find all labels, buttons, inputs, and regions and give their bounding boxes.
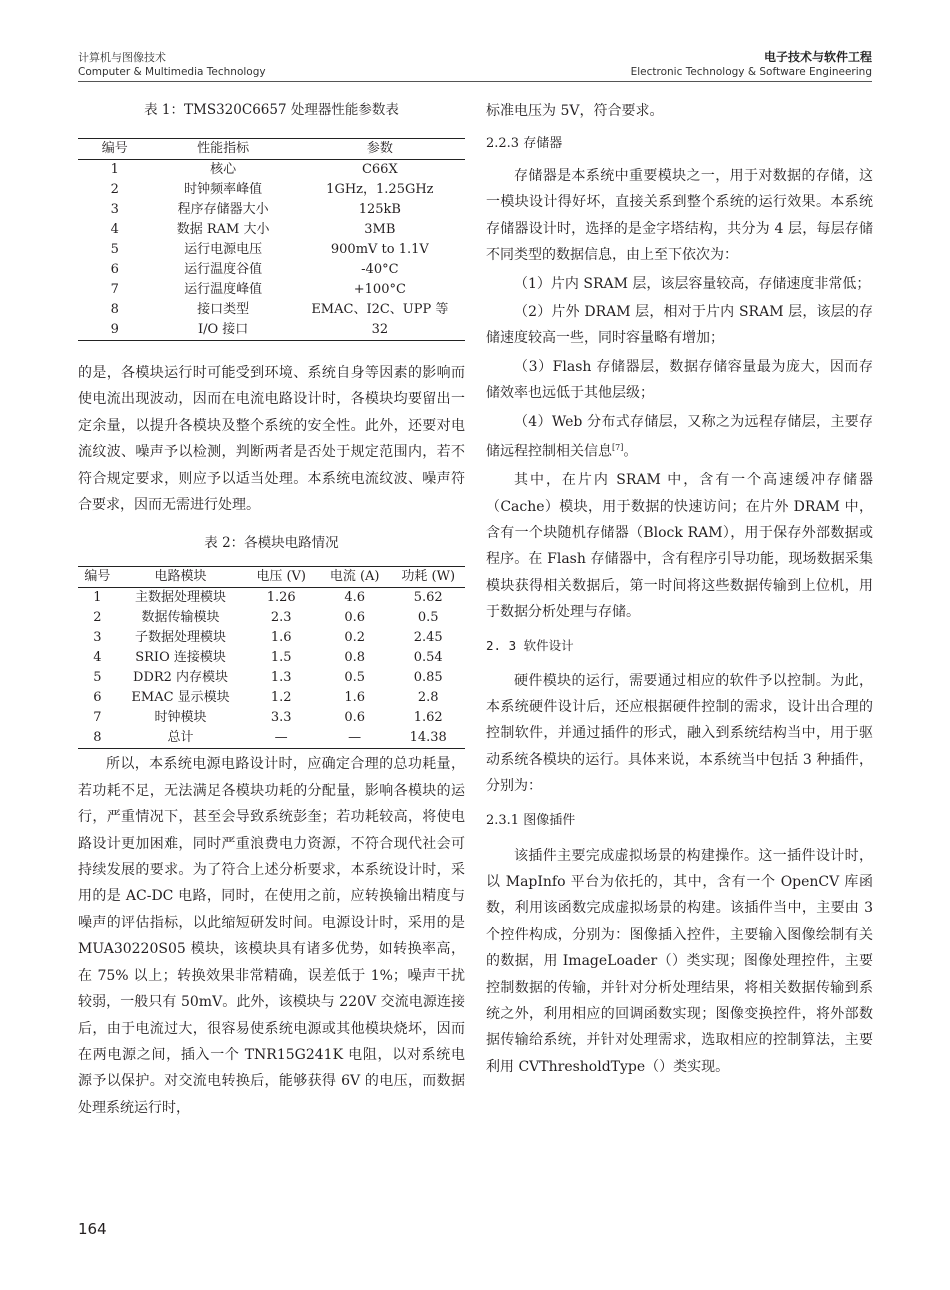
table-cell: 4 — [93, 650, 102, 666]
table2-caption: 表 2：各模块电路情况 — [204, 535, 339, 552]
section-name-cn: 计算机与图像技术 — [78, 51, 166, 64]
table-cell: 0.5 — [344, 670, 366, 686]
table-row — [78, 280, 465, 300]
table-row — [78, 608, 465, 628]
right-column — [486, 100, 873, 1080]
table-cell: 运行电源电压 — [184, 242, 263, 257]
table1-header-cell: 参数 — [366, 141, 393, 156]
body-paragraph: 硬件模块的运行，需要通过相应的软件予以控制。为此，本系统硬件设计后，还应根据硬件控制的需求，设计出合理的控制软件，并通过插件的形式，融入到系统结构当中，用于驱动系统各模块的运行。具体来说，本系统当中包括 3 种插件，分别为： — [486, 672, 873, 795]
table-cell: 2 — [93, 610, 102, 626]
table-row — [78, 588, 465, 609]
table-cell: 9 — [110, 322, 119, 337]
table-cell: 运行温度峰值 — [184, 282, 263, 297]
table-row — [78, 648, 465, 668]
table-cell: 1.6 — [344, 690, 366, 706]
table-cell: 子数据处理模块 — [135, 630, 227, 646]
table-row — [78, 300, 465, 320]
table-row — [78, 260, 465, 280]
table-cell: 900mV to 1.1V — [330, 242, 429, 257]
list-item — [486, 409, 873, 465]
table-cell: 0.8 — [344, 650, 366, 666]
table2 — [78, 566, 465, 749]
table-cell: 时钟模块 — [154, 710, 207, 726]
table-cell: DDR2 内存模块 — [133, 670, 229, 686]
table-cell: 接口类型 — [197, 302, 250, 317]
left-column — [78, 100, 465, 1121]
table-cell: 7 — [110, 282, 119, 297]
table-cell: 1.2 — [270, 690, 292, 706]
page-number: 164 — [78, 1220, 107, 1238]
table-cell: 数据传输模块 — [141, 610, 220, 626]
table-cell: 14.38 — [409, 730, 447, 746]
table-cell: 5.62 — [413, 590, 443, 606]
table1-header-row — [78, 139, 465, 160]
body-paragraph: 该插件主要完成虚拟场景的构建操作。这一插件设计时，以 MapInfo 平台为依托的，其中，含有一个 OpenCV 库函数，利用该函数完成虚拟场景的构建。该插件当中，主要由 3 个控件构成，分别为：图像插入控件，主要输入图像绘制有关的数据，用 ImageLoader（）类实现；图像处理控件，主要控制数据的传输，并针对分析处理结果，将相关数据传输到系统之外，利用相应的回调函数实现；图像变换控件，将外部数据传输给系统，并针对处理需求，选取相应的控制算法，主要利用 CVThresholdType（）类实现。 — [486, 847, 873, 1075]
table-cell: 8 — [93, 730, 102, 746]
list-item-text: （4）Web 分布式存储层，又称之为远程存储层，主要存储远程控制相关信息 — [486, 413, 873, 460]
body-paragraph: 标准电压为 5V，符合要求。 — [486, 103, 664, 119]
table-cell: +100°C — [353, 282, 406, 297]
table-cell: EMAC 显示模块 — [131, 690, 230, 706]
table-cell: 7 — [93, 710, 102, 726]
table-cell: 总计 — [167, 730, 194, 746]
journal-header-right — [631, 50, 872, 79]
table-cell: 1.26 — [266, 590, 296, 606]
table-cell: 主数据处理模块 — [135, 590, 227, 606]
table-row — [78, 200, 465, 220]
table1 — [78, 138, 465, 341]
table-cell: 时钟频率峰值 — [184, 182, 263, 197]
table-cell: 运行温度谷值 — [184, 262, 263, 277]
journal-name-cn: 电子技术与软件工程 — [763, 50, 872, 64]
table2-header-cell: 编号 — [84, 569, 111, 585]
table-cell: 8 — [110, 302, 119, 317]
table-cell: 6 — [110, 262, 119, 277]
table-row — [78, 668, 465, 688]
citation-ref: [7] — [612, 443, 624, 453]
table-row — [78, 220, 465, 240]
table-cell: 2.8 — [417, 690, 439, 706]
table-cell: — — [348, 730, 362, 746]
table-cell: 0.6 — [344, 610, 366, 626]
table-cell: SRIO 连接模块 — [135, 650, 226, 666]
section-name-en: Computer & Multimedia Technology — [78, 66, 266, 78]
list-item-end: 。 — [623, 443, 638, 460]
table-cell: 1 — [110, 162, 119, 177]
table-cell: 0.5 — [417, 610, 439, 626]
table-cell: 3MB — [364, 222, 396, 237]
table-cell: 3 — [93, 630, 102, 646]
list-item: （3）Flash 存储器层，数据存储容量最为庞大，因而存储效率也远低于其他层级； — [486, 358, 873, 402]
table2-header-cell: 电流 (A) — [329, 569, 380, 585]
table-cell: 1.5 — [270, 650, 292, 666]
table1-header-cell: 编号 — [101, 141, 128, 156]
table1-header-cell: 性能指标 — [197, 141, 250, 156]
table-cell: 4.6 — [344, 590, 366, 606]
body-paragraph: 所以，本系统电源电路设计时，应确定合理的总功耗量，若功耗不足，无法满足各模块功耗的分配量，影响各模块的运行，严重情况下，甚至会导致系统彭奎；若功耗较高，将使电路设计更加困难，同时严重浪费电力资源，不符合现代社会可持续发展的要求。为了符合上述分析要求，本系统设计时，采用的是 AC-DC 电路，同时，在使用之前，应转换输出精度与噪声的评估指标，以此缩短研发时间。电源设计时，采用的是 MUA30220S05 模块，该模块具有诸多优势，如转换率高，在 75% 以上；转换效果非常精确，误差低于 1%；噪声干扰较弱，一般只有 50mV。此外，该模块与 220V 交流电源连接后，由于电流过大，很容易使系统电源或其他模块烧坏，因而在两电源之间，插入一个 TNR15G241K 电阻，以对系统电源予以保护。对交流电转换后，能够获得 6V 的电压，而数据处理系统运行时， — [78, 756, 465, 1116]
table-cell: 1.3 — [270, 670, 292, 686]
table-cell: I/O 接口 — [197, 322, 249, 337]
body-paragraph: 其中，在片内 SRAM 中，含有一个高速缓冲存储器（Cache）模块，用于数据的快速访问；在片外 DRAM 中，含有一个块随机存储器（Block RAM），用于保存外部数据或程序。在 Flash 存储器中，含有程序引导功能，现场数据采集模块获得相关数据后，第一时间将这些数据传输到上位机，用于数据分析处理与存储。 — [486, 472, 873, 621]
table2-header-cell: 电压 (V) — [256, 569, 306, 585]
table-cell: 125kB — [358, 202, 401, 217]
table-cell: C66X — [361, 162, 398, 177]
table-cell: 数据 RAM 大小 — [176, 222, 270, 237]
table1-caption: 表 1：TMS320C6657 处理器性能参数表 — [144, 102, 399, 118]
table-cell: — — [274, 730, 288, 746]
journal-header-left — [78, 50, 266, 79]
header-rule — [78, 81, 872, 82]
table-row — [78, 240, 465, 260]
table-row — [78, 708, 465, 728]
table-row — [78, 160, 465, 181]
table-cell: 32 — [371, 322, 389, 337]
table-cell: 2 — [110, 182, 119, 197]
table-cell: 程序存储器大小 — [177, 202, 269, 217]
table-row — [78, 688, 465, 708]
list-item: （2）片外 DRAM 层，相对于片内 SRAM 层，该层的存储速度较高一些，同时容量略有增加； — [486, 304, 873, 347]
table-cell: 2.45 — [413, 630, 443, 646]
table-cell: 3.3 — [270, 710, 292, 726]
table2-header-row — [78, 567, 465, 588]
table-cell: EMAC、I2C、UPP 等 — [311, 302, 449, 317]
body-paragraph: 存储器是本系统中重要模块之一，用于对数据的存储，这一模块设计得好坏，直接关系到整个系统的运行效果。本系统存储器设计时，选择的是金字塔结构，共分为 4 层，每层存储不同类型的数据信息，由上至下依次为： — [486, 168, 873, 264]
table-cell: 5 — [93, 670, 102, 686]
table-cell: 0.54 — [413, 650, 443, 666]
list-item: （1）片内 SRAM 层，该层容量较高，存储速度非常低； — [514, 275, 871, 292]
table-cell: 核心 — [210, 162, 237, 177]
table-cell: 0.6 — [344, 710, 366, 726]
section-heading-2-2-3: 2.2.3 存储器 — [486, 136, 563, 151]
table-cell: 1GHz，1.25GHz — [326, 182, 434, 197]
table-cell: -40°C — [361, 262, 399, 277]
table-row — [78, 180, 465, 200]
section-heading-2-3: 2. 3 软件设计 — [486, 637, 574, 653]
table-cell: 2.3 — [270, 610, 292, 626]
table-cell: 0.85 — [413, 670, 443, 686]
section-heading-2-3-1: 2.3.1 图像插件 — [486, 812, 576, 828]
table-cell: 5 — [110, 242, 119, 257]
body-paragraph: 的是，各模块运行时可能受到环境、系统自身等因素的影响而使电流出现波动，因而在电流电路设计时，各模块均要留出一定余量，以提升各模块及整个系统的安全性。此外，还要对电流纹波、噪声予以检测，判断两者是否处于规定范围内，若不符合规定要求，则应予以适当处理。本系统电流纹波、噪声符合要求，因而无需进行处理。 — [78, 365, 465, 514]
table-cell: 3 — [110, 202, 119, 217]
table-cell: 6 — [93, 690, 102, 706]
table-cell: 0.2 — [344, 630, 366, 646]
journal-name-en: Electronic Technology & Software Engineering — [630, 66, 872, 78]
table-cell: 1.62 — [413, 710, 443, 726]
table-cell: 4 — [110, 222, 119, 237]
table2-header-cell: 电路模块 — [154, 569, 207, 585]
table-row — [78, 728, 465, 749]
table2-header-cell: 功耗 (W) — [401, 569, 456, 585]
table-cell: 1 — [93, 590, 102, 606]
table-row — [78, 320, 465, 341]
table-row — [78, 628, 465, 648]
table-cell: 1.6 — [270, 630, 292, 646]
